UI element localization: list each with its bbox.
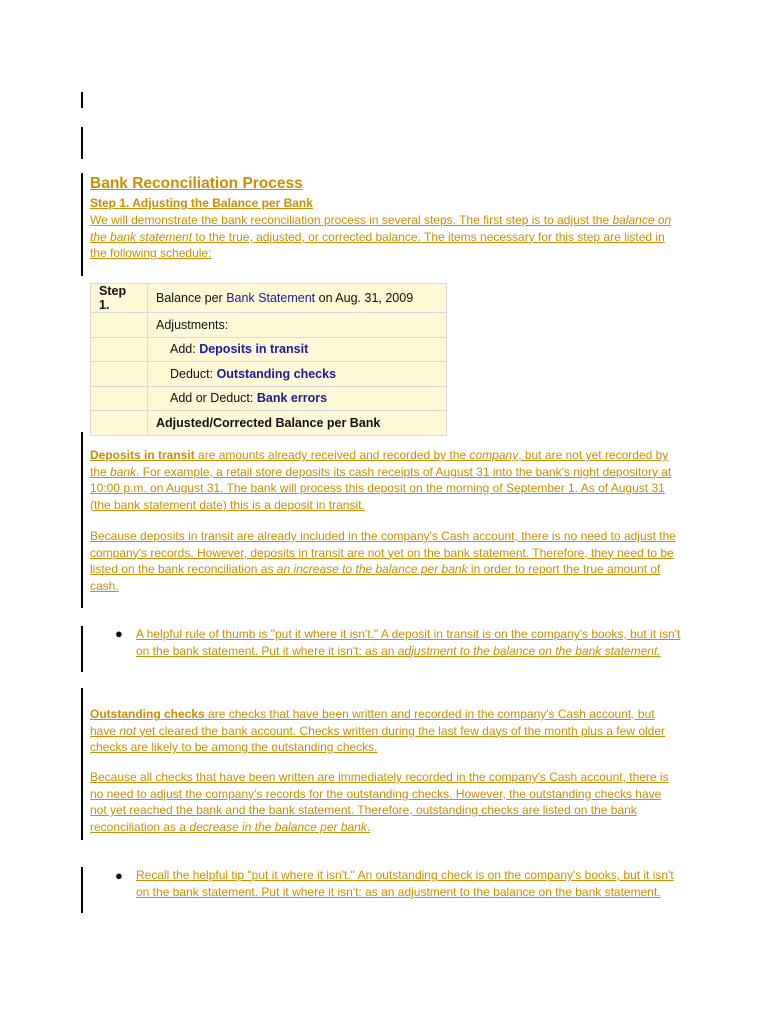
step-title: Step 1. Adjusting the Balance per Bank [90, 196, 313, 210]
intro-paragraph: We will demonstrate the bank reconciliation process in several steps. The first step is to adjust the balance on the bank statement to the true, adjusted, or corrected balance. The items necessary for this step are listed in the following schedule: [90, 213, 672, 260]
change-bar [81, 867, 83, 913]
outstanding-paragraph-1: Outstanding checks are checks that have been written and recorded in the company's Cash account, but have not yet cleared the bank account. Checks written during the last few days of the month plus a few older checks are likely to be among the outstanding checks. [90, 707, 666, 754]
change-bar [81, 92, 83, 108]
change-bar [81, 127, 83, 159]
table-row: Add: Deposits in transit [91, 337, 447, 362]
table-row: Deduct: Outstanding checks [91, 362, 447, 387]
change-bar [81, 626, 83, 672]
table-row: Adjustments: [91, 313, 447, 338]
bullet-dot: ● [115, 626, 123, 641]
step-label: Step 1. [91, 284, 148, 313]
page-title: Bank Reconciliation Process [90, 175, 303, 192]
change-bar [81, 432, 83, 608]
bullet-dot: ● [115, 868, 123, 883]
deposits-paragraph-1: Deposits in transit are amounts already received and recorded by the company, but are not yet recorded by the bank. For example, a retail store deposits its cash receipts of August 31 into the bank's night depository at 10:00 p.m. on August 31. The bank will process this deposit on the morning of September 1. As of August 31 (the bank statement date) this is a deposit in transit. [90, 448, 672, 512]
table-row: Add or Deduct: Bank errors [91, 386, 447, 411]
outstanding-paragraph-2: Because all checks that have been written are immediately recorded in the company's Cash account, there is no need to adjust the company's records for the outstanding checks. However, the outstanding checks have not yet reached the bank and the bank statement. Therefore, outstanding checks are listed on the bank reconciliation as a decrease in the balance per bank. [90, 770, 669, 834]
outstanding-tip: Recall the helpful tip "put it where it isn't." An outstanding check is on the company's books, but it isn't on the bank statement. Put it where it isn't: as an adjustment to the balance on the bank statement. [136, 868, 674, 899]
change-bar [81, 173, 83, 276]
deposits-tip: A helpful rule of thumb is "put it where it isn't." A deposit in transit is on the company's books, but it isn't on the bank statement. Put it where it isn't: as an adjustment to the balance on the bank statement. [136, 627, 681, 658]
table-row: Adjusted/Corrected Balance per Bank [91, 411, 447, 436]
table-row: Step 1. Balance per Bank Statement on Aug. 31, 2009 [91, 284, 447, 313]
deposits-paragraph-2: Because deposits in transit are already included in the company's Cash account, there is no need to adjust the company's records. However, deposits in transit are not yet on the bank statement. Therefore, they need to be listed on the bank reconciliation as an increase to the balance per bank in order to report the true amount of cash. [90, 529, 676, 593]
change-bar [81, 688, 83, 840]
schedule-table [90, 283, 447, 436]
